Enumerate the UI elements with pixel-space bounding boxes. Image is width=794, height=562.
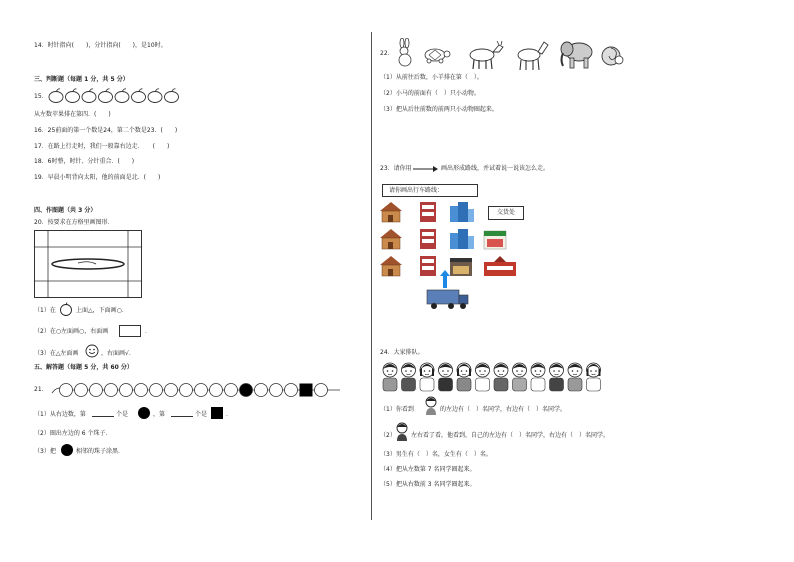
drawing-grid[interactable] — [34, 230, 142, 298]
route-label-box: 请你画出行车路线： — [382, 184, 478, 197]
apple-icon — [165, 89, 179, 103]
question-22-1: （1）从前往后数，小羊排在第（ ）。 — [380, 74, 483, 81]
building-icon — [420, 229, 436, 249]
boy-student-icon — [476, 363, 490, 391]
student-icon — [395, 422, 409, 442]
question-20-1a: （1）在 — [34, 307, 56, 314]
question-14: 14．时针指向( )，分针指向( )，是10时。 — [34, 42, 167, 49]
store-icon — [450, 258, 472, 276]
truck-icon — [426, 288, 470, 310]
elephant-icon — [557, 38, 597, 70]
question-20-3b: ，右面画√． — [101, 350, 135, 357]
arrow-right-icon — [413, 165, 439, 173]
boy-student-icon — [383, 363, 397, 391]
apple-icon — [49, 89, 63, 103]
question-15: 15． — [34, 93, 48, 100]
building-icon — [420, 256, 436, 276]
rectangle-box — [119, 325, 141, 337]
section-3-title: 三、判断题（每题 1 分，共 5 分） — [34, 76, 129, 83]
question-24-5: （5）把从右数前 3 名同学圈起来。 — [380, 481, 476, 488]
black-square-bead[interactable] — [300, 384, 313, 397]
bead-icon[interactable] — [225, 384, 238, 397]
apple-icon — [66, 89, 80, 103]
student-icon — [424, 396, 438, 416]
student-row — [380, 360, 610, 392]
question-19: 19．早晨小明背向太阳，他的前面是北．( ) — [34, 174, 161, 181]
bead-row — [50, 382, 350, 396]
question-20: 20．按要求在方格里画图形． — [34, 219, 114, 226]
bead-icon[interactable] — [150, 384, 163, 397]
question-21-1b: 个是 — [116, 411, 129, 418]
bead-icon[interactable] — [315, 384, 328, 397]
answer-blank[interactable] — [171, 416, 193, 417]
section-4-title: 四、作图题（共 3 分） — [34, 207, 97, 214]
apple-icon — [82, 89, 96, 103]
black-bead-icon — [61, 444, 73, 456]
section-5-title: 五、解答题（每题 5 分，共 60 分） — [34, 364, 133, 371]
question-22-3: （3）把从后往前数的前两只小动物圈起来。 — [380, 106, 498, 113]
smiley-icon — [85, 344, 99, 358]
question-23a: 23．请你用 — [380, 165, 412, 172]
question-20-2a: （2）在○左面画○，右面画 — [34, 328, 109, 335]
question-17: 17．在路上行走时，我们一般靠右边走． ( ) — [34, 143, 170, 150]
black-bead-icon — [138, 407, 150, 419]
question-21-2: （2）圈出左边的 6 个珠子． — [34, 430, 112, 437]
boy-student-icon — [402, 363, 416, 391]
bead-icon[interactable] — [105, 384, 118, 397]
question-24-1a: （1）你看到 — [380, 406, 414, 413]
question-15-note: 从左数苹果排在第四．( ) — [34, 111, 111, 118]
bead-icon[interactable] — [75, 384, 88, 397]
house-icon — [380, 202, 402, 222]
delivery-point-box[interactable]: 交货处 — [488, 206, 524, 220]
boy-student-icon — [568, 363, 582, 391]
question-21-1a: （1）从右边数，第 — [34, 411, 86, 418]
question-20-1b: 上面△，下面画○． — [76, 307, 128, 314]
boy-student-icon — [439, 363, 453, 391]
apple-icon — [115, 89, 129, 103]
question-22-2: （2）小马的前面有（ ）只小动物。 — [380, 90, 480, 97]
bead-icon[interactable] — [195, 384, 208, 397]
girl-student-icon — [587, 363, 601, 391]
apple-icon — [59, 302, 73, 316]
question-24-2a: （2） — [380, 432, 396, 439]
bead-icon[interactable] — [180, 384, 193, 397]
apple-icon — [148, 89, 162, 103]
bead-icon[interactable] — [255, 384, 268, 397]
girl-student-icon — [457, 363, 471, 391]
question-24-1b: 的左边有（ ）名同学，右边有（ ）名同学。 — [440, 406, 567, 413]
question-24-2b: 左右看了看，他看到，自己的左边有（ ）名同学，右边有（ ）名同学。 — [411, 432, 610, 439]
office-icon — [450, 229, 474, 249]
boy-student-icon — [550, 363, 564, 391]
question-21: 21． — [34, 386, 48, 393]
horse-icon — [514, 39, 550, 71]
question-21-3a: （3）把 — [34, 448, 56, 455]
bead-icon[interactable] — [165, 384, 178, 397]
squirrel-icon — [601, 42, 625, 68]
house-icon — [380, 256, 402, 276]
question-20-3a: （3）在△左面画 — [34, 350, 79, 357]
question-21-1e: ． — [226, 411, 233, 418]
apple-icon — [132, 89, 146, 103]
bead-icon[interactable] — [60, 384, 73, 397]
rabbit-icon — [393, 38, 417, 68]
question-18: 18．6时整，时针、分针重合．( ) — [34, 158, 135, 165]
bead-icon[interactable] — [135, 384, 148, 397]
station-icon — [484, 256, 516, 276]
question-24-4: （4）把从左数第 7 名同学圈起来。 — [380, 466, 476, 473]
shop-icon — [484, 231, 506, 249]
bead-icon[interactable] — [270, 384, 283, 397]
question-20-2b: ． — [145, 328, 152, 335]
boy-student-icon — [513, 363, 527, 391]
bead-icon[interactable] — [285, 384, 298, 397]
question-22: 22． — [380, 50, 394, 57]
apple-icon — [99, 89, 113, 103]
question-21-1d: 个是 — [195, 411, 208, 418]
column-divider — [371, 32, 372, 520]
girl-student-icon — [420, 363, 434, 391]
question-21-1c: ，第 — [153, 411, 166, 418]
bead-icon[interactable] — [120, 384, 133, 397]
bead-icon[interactable] — [90, 384, 103, 397]
black-square-icon — [211, 407, 223, 419]
question-24-3: （3）男生有（ ）名，女生有（ ）名。 — [380, 451, 492, 458]
apple-row — [48, 87, 188, 103]
question-23b: 画出形成路线，并试着说一说该怎么走。 — [441, 165, 550, 172]
question-24: 24．大家排队。 — [380, 349, 424, 356]
boy-student-icon — [531, 363, 545, 391]
answer-blank[interactable] — [92, 416, 114, 417]
turtle-icon — [421, 44, 451, 66]
office-icon — [450, 202, 474, 222]
question-21-3b: 相邻的珠子涂黑． — [76, 448, 125, 455]
arrow-up-icon — [440, 270, 450, 288]
black-bead[interactable] — [240, 384, 253, 397]
building-icon — [420, 202, 436, 222]
bead-icon[interactable] — [210, 384, 223, 397]
boy-student-icon — [494, 363, 508, 391]
house-icon — [380, 229, 402, 249]
goat-icon — [464, 40, 506, 70]
question-16: 16．25前面的第一个数是24，第二个数是23．( ) — [34, 127, 178, 134]
